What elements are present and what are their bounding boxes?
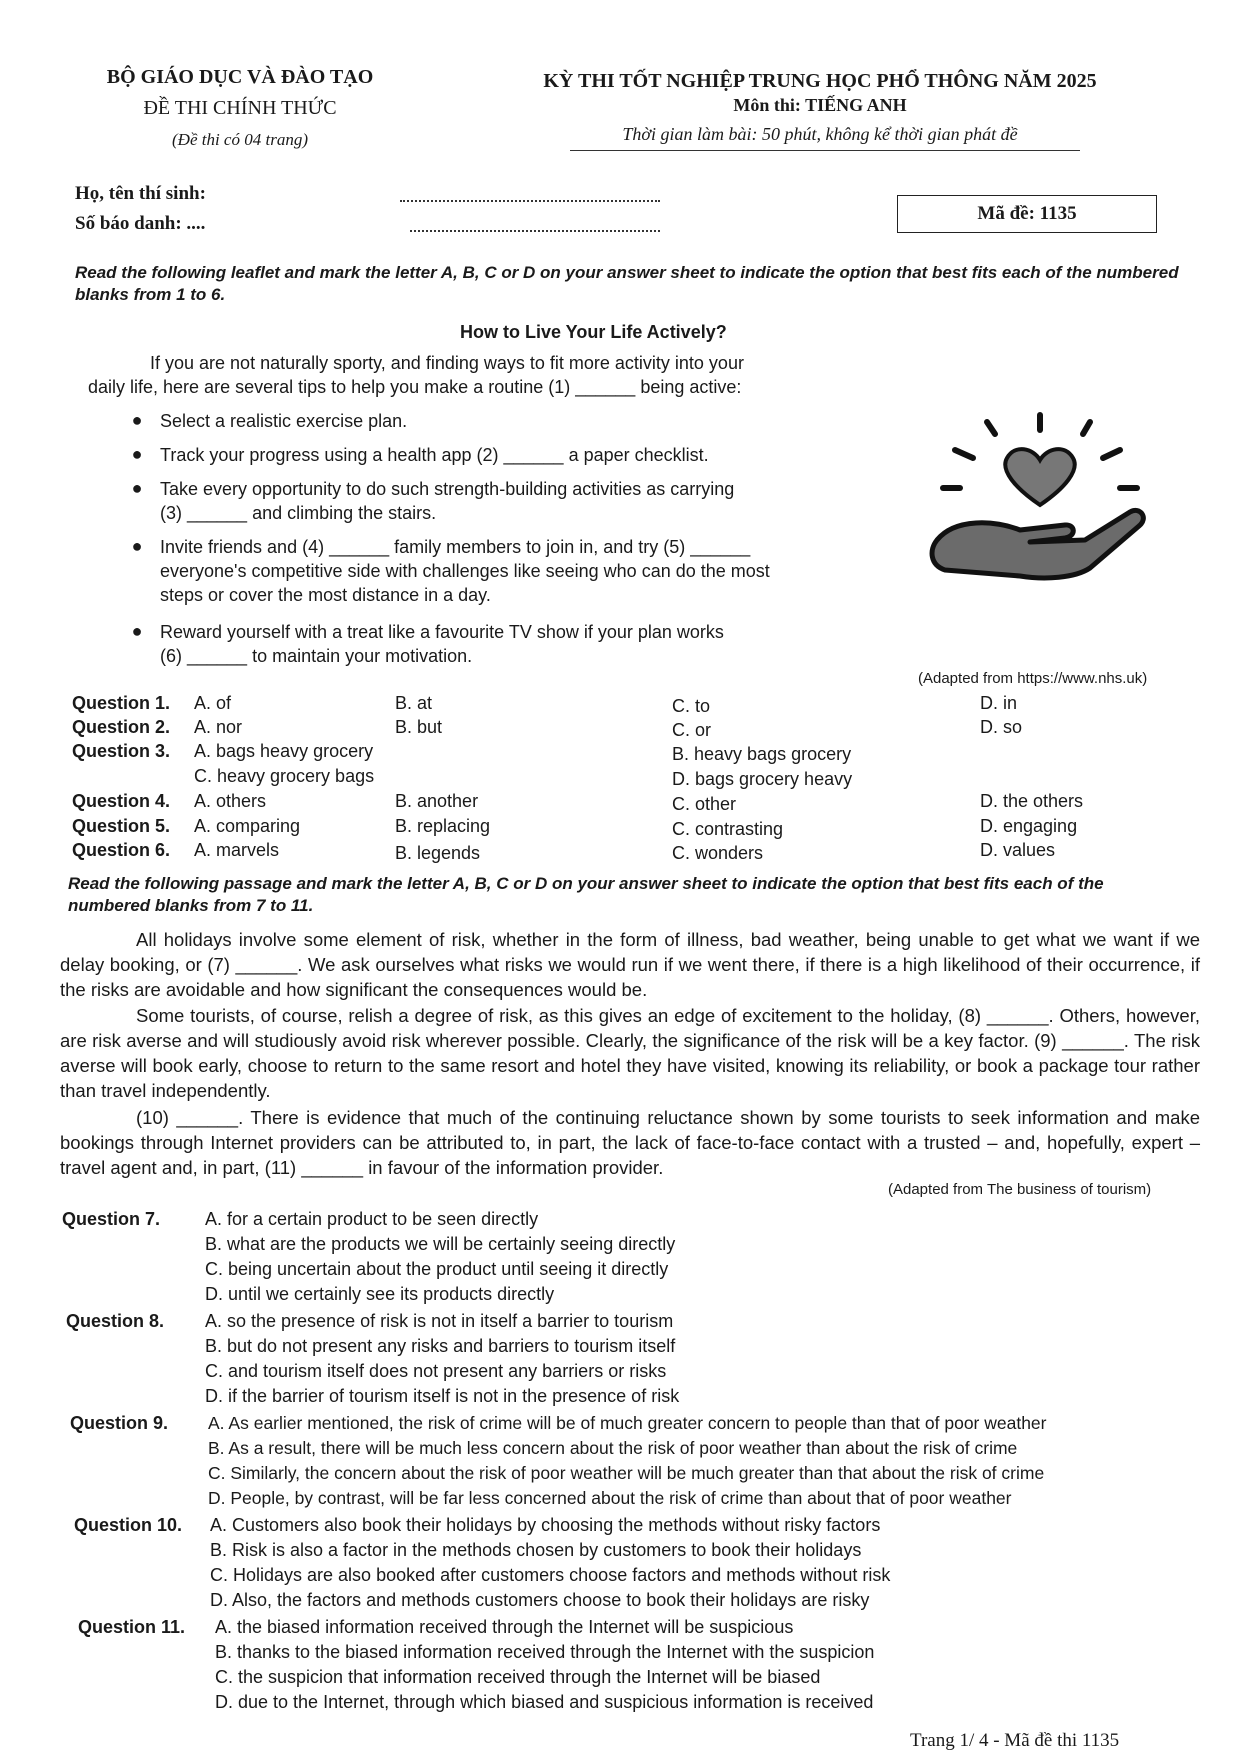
name-label: Họ, tên thí sinh: [75,183,206,204]
page-footer: Trang 1/ 4 - Mã đề thi 1135 [910,1730,1120,1751]
bullet5-line2: (6) ______ to maintain your motivation. [160,646,473,666]
answer-option[interactable]: D. values [980,840,1056,860]
question-label: Question 3. [72,741,171,761]
question-label: Question 11. [78,1617,186,1637]
answer-option[interactable]: B. heavy bags grocery [672,744,852,764]
answer-option[interactable]: D. the others [980,791,1084,811]
passage-paragraph-2: Some tourists, of course, relish a degree of risk, as this gives an edge of excitement to the holiday, (8) ______. Others, however, are risk averse and will studiously avoid risk wherever possible. Clearly, the significance of the risk will be a key factor. (9) ______. The risk averse will book early, choose to return to the same resort and hotel they have visited, knowing its reliability, or book a package tour rather than travel independently. [60,1005,1200,1101]
bullet4-line1: Invite friends and (4) ______ family members to join in, and try (5) ______ [160,537,751,557]
answer-option[interactable]: A. nor [194,717,243,737]
answer-option[interactable]: C. contrasting [672,819,784,839]
answer-option[interactable]: B. but do not present any risks and barriers to tourism itself [205,1336,676,1356]
answer-option[interactable]: B. but [395,717,443,737]
bullet3-line1: Take every opportunity to do such strength-building activities as carrying [160,479,735,499]
id-field[interactable] [410,230,660,232]
header-underline [570,150,1080,151]
answer-option[interactable]: C. to [672,696,711,716]
subject: Môn thi: TIẾNG ANH [733,95,907,115]
page-count: (Đề thi có 04 trang) [172,130,308,149]
intro-line2: daily life, here are several tips to help you make a routine (1) ______ being active: [88,377,742,397]
answer-option[interactable]: A. the biased information received through the Internet will be suspicious [215,1617,794,1637]
official-label: ĐỀ THI CHÍNH THỨC [143,97,337,119]
answer-option[interactable]: C. and tourism itself does not present any barriers or risks [205,1361,667,1381]
answer-option[interactable]: B. Risk is also a factor in the methods chosen by customers to book their holidays [210,1540,862,1560]
id-label: Số báo danh: .... [75,213,206,234]
part2-instruction: Read the following passage and mark the letter A, B, C or D on your answer sheet to indicate the option that best fits each of the numbered blanks from 7 to 11. [68,874,1104,915]
bullet4-line3: steps or cover the most distance in a day. [160,585,491,605]
question-label: Question 7. [62,1209,161,1229]
answer-option[interactable]: B. As a result, there will be much less concern about the risk of poor weather than about the risk of crime [208,1438,1018,1458]
time-limit: Thời gian làm bài: 50 phút, không kể thời gian phát đề [622,124,1018,144]
answer-option[interactable]: A. comparing [194,816,301,836]
question-label: Question 6. [72,840,171,860]
bullet5-line1: Reward yourself with a treat like a favourite TV show if your plan works [160,622,724,642]
answer-option[interactable]: C. wonders [672,843,764,863]
question-label: Question 4. [72,791,171,811]
answer-option[interactable]: D. so [980,717,1023,737]
bullet-dot: ● [131,410,143,430]
header-right [470,70,1170,145]
answer-option[interactable]: D. if the barrier of tourism itself is not in the presence of risk [205,1386,680,1406]
exam-title: KỲ THI TỐT NGHIỆP TRUNG HỌC PHỔ THÔNG NĂM 2025 [543,70,1097,92]
answer-option[interactable]: B. at [395,693,433,713]
answer-option[interactable]: A. bags heavy grocery [194,741,374,761]
answer-option[interactable]: B. thanks to the biased information received through the Internet with the suspicion [215,1642,875,1662]
name-field[interactable] [400,200,660,202]
bullet3-line2: (3) ______ and climbing the stairs. [160,503,437,523]
bullet1-text: Select a realistic exercise plan. [160,411,408,431]
answer-option[interactable]: D. Also, the factors and methods customers choose to book their holidays are risky [210,1590,870,1610]
answer-option[interactable]: A. others [194,791,267,811]
intro-line1: If you are not naturally sporty, and finding ways to fit more activity into your [150,353,744,373]
exam-code-box: Mã đề: 1135 [897,195,1157,233]
answer-option[interactable]: C. being uncertain about the product until seeing it directly [205,1259,669,1279]
question-label: Question 2. [72,717,171,737]
bullet-dot: ● [131,444,143,464]
bullet2-text: Track your progress using a health app (2) ______ a paper checklist. [160,445,709,465]
bullet-dot: ● [131,536,143,556]
answer-option[interactable]: D. engaging [980,816,1078,836]
question-label: Question 9. [70,1413,169,1433]
answer-option[interactable]: C. or [672,720,712,740]
answer-option[interactable]: A. Customers also book their holidays by choosing the methods without risky factors [210,1515,881,1535]
answer-option[interactable]: D. bags grocery heavy [672,769,853,789]
answer-option[interactable]: B. replacing [395,816,491,836]
answer-option[interactable]: C. Similarly, the concern about the risk of poor weather will be much greater than that about the risk of crime [208,1463,1045,1483]
question-label: Question 10. [74,1515,183,1535]
passage-source: (Adapted from The business of tourism) [888,1181,1152,1198]
answer-option[interactable]: A. so the presence of risk is not in itself a barrier to tourism [205,1311,674,1331]
answer-option[interactable]: B. what are the products we will be certainly seeing directly [205,1234,676,1254]
answer-option[interactable]: C. heavy grocery bags [194,766,375,786]
bullet-dot: ● [131,621,143,641]
answer-option[interactable]: A. As earlier mentioned, the risk of crime will be of much greater concern to people than that of poor weather [208,1413,1047,1433]
ministry-name: BỘ GIÁO DỤC VÀ ĐÀO TẠO [106,66,374,88]
question-label: Question 1. [72,693,171,713]
answer-option[interactable]: D. due to the Internet, through which biased and suspicious information is received [215,1692,874,1712]
answer-option[interactable]: D. People, by contrast, will be far less concerned about the risk of crime than about that of poor weather [208,1488,1012,1508]
answer-option[interactable]: B. another [395,791,479,811]
passage-paragraph-3: (10) ______. There is evidence that much of the continuing reluctance shown by some tourists to seek information and make bookings through Internet providers can be attributed to, in part, the lack of face-to-face contact with a trusted – and, hopefully, expert – travel agent and, in part, (11) ______ in favour of the information provider. [60,1107,1200,1178]
part1-instruction: Read the following leaflet and mark the letter A, B, C or D on your answer sheet to indicate the option that best fits each of the numbered blanks from 1 to 6. [75,263,1179,304]
answer-option[interactable]: D. until we certainly see its products directly [205,1284,555,1304]
leaflet-title: How to Live Your Life Actively? [460,322,727,342]
answer-option[interactable]: C. the suspicion that information received through the Internet will be biased [215,1667,821,1687]
header-left [80,66,400,150]
answer-option[interactable]: B. legends [395,843,481,863]
answer-option[interactable]: A. marvels [194,840,280,860]
heart-hand-icon [925,400,1155,600]
answer-option[interactable]: D. in [980,693,1018,713]
answer-option[interactable]: C. Holidays are also booked after customers choose factors and methods without risk [210,1565,891,1585]
question-label: Question 8. [66,1311,165,1331]
question-label: Question 5. [72,816,171,836]
passage-paragraph-1: All holidays involve some element of risk, whether in the form of illness, bad weather, being unable to get what we want if we delay booking, or (7) ______. We ask ourselves what risks we would run if we went there, if there is a high likelihood of their occurrence, if the risks are avoidable and how significant the consequences would be. [60,929,1200,1000]
bullet4-line2: everyone's competitive side with challenges like seeing who can do the most [160,561,770,581]
bullet-dot: ● [131,478,143,498]
leaflet-source: (Adapted from https://www.nhs.uk) [918,670,1148,687]
answer-option[interactable]: A. of [194,693,232,713]
answer-option[interactable]: A. for a certain product to be seen directly [205,1209,539,1229]
answer-option[interactable]: C. other [672,794,737,814]
